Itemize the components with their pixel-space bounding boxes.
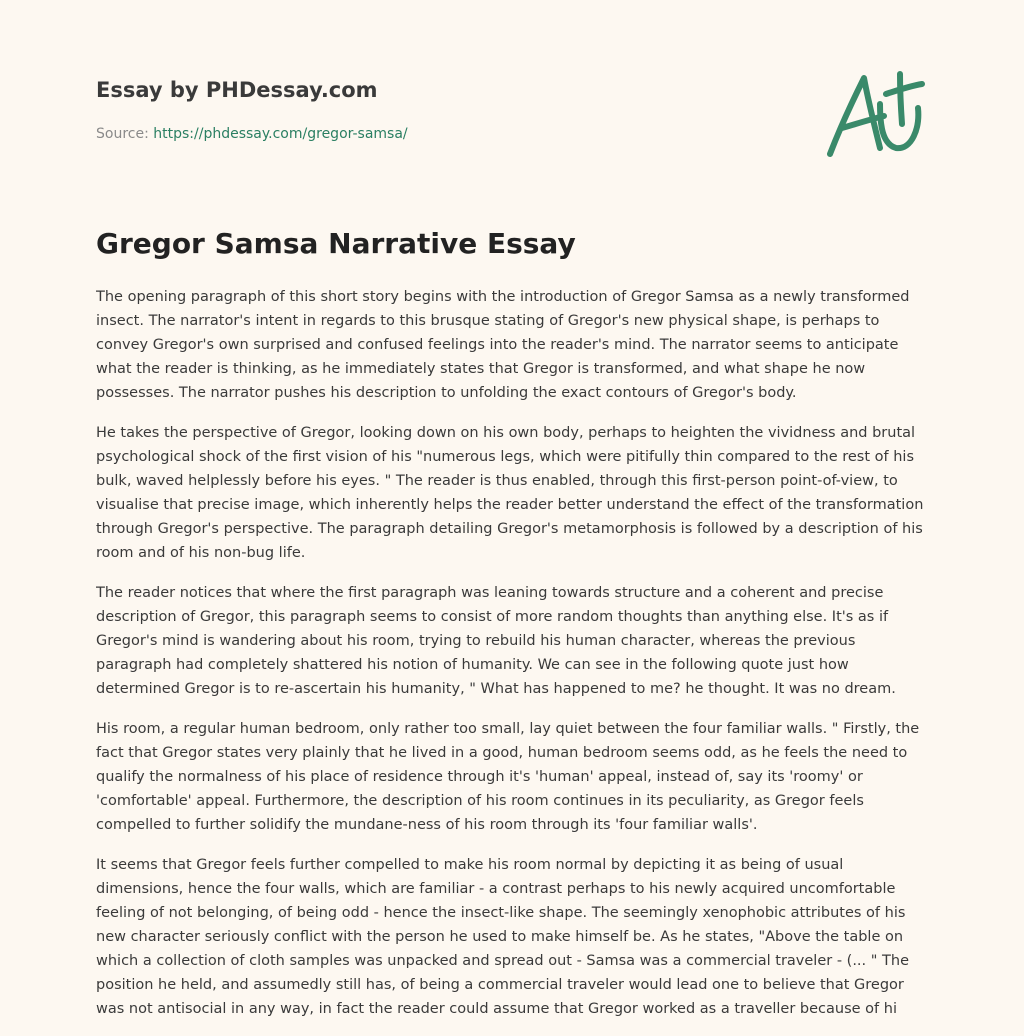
a-plus-logo-icon bbox=[822, 66, 932, 166]
paragraph: It seems that Gregor feels further compelled to make his room normal by depicting it as being of usual dimensions, hence the four walls, which are familiar - a contrast perhaps to his newly acquired uncomfortable feeling of not belonging, of being odd - hence the insect-like shape. The seemingly xenophobic attributes of his new character seriously conflict with the person he used to make himself be. As he states, "Above the table on which a collection of cloth samples was unpacked and spread out - Samsa was a commercial traveler - (... " The position he held, and assumedly still has, of being a commercial traveler would lead one to believe that Gregor was not antisocial in any way, in fact the reader could assume that Gregor worked as a traveller because of hi bbox=[96, 857, 909, 1017]
paragraph: The reader notices that where the first paragraph was leaning towards structure and a coherent and precise description of Gregor, this paragraph seems to consist of more random thoughts than anything else. It's as if Gregor's mind is wandering about his room, trying to rebuild his human character, whereas the previous paragraph had completely shattered his notion of humanity. We can see in the following quote just how determined Gregor is to re-ascertain his humanity, " What has happened to me? he thought. It was no dream. bbox=[96, 585, 896, 697]
source-label: Source: bbox=[96, 126, 149, 142]
document-header bbox=[96, 76, 796, 144]
page-title: Gregor Samsa Narrative Essay bbox=[96, 227, 576, 260]
paragraph: He takes the perspective of Gregor, looking down on his own body, perhaps to heighten the vividness and brutal psychological shock of the first vision of his "numerous legs, which were pitifully thin compared to the rest of his bulk, waved helplessly before his eyes. " The reader is thus enabled, through this first-person point-of-view, to visualise that precise image, which inherently helps the reader better understand the effect of the transformation through Gregor's perspective. The paragraph detailing Gregor's metamorphosis is followed by a description of his room and of his non-bug life. bbox=[96, 425, 924, 561]
article-body bbox=[96, 285, 931, 1036]
paragraph: His room, a regular human bedroom, only rather too small, lay quiet between the four familiar walls. " Firstly, the fact that Gregor states very plainly that he lived in a good, human bedroom seems odd, as he feels the need to qualify the normalness of his place of residence through it's 'human' appeal, instead of, say its 'roomy' or 'comfortable' appeal. Furthermore, the description of his room continues in its peculiarity, as Gregor feels compelled to further solidify the mundane-ness of his room through its 'four familiar walls'. bbox=[96, 721, 920, 833]
source-link[interactable]: https://phdessay.com/gregor-samsa/ bbox=[153, 126, 408, 142]
paragraph: The opening paragraph of this short story begins with the introduction of Gregor Samsa as a newly transformed insect. The narrator's intent in regards to this brusque stating of Gregor's new physical shape, is perhaps to convey Gregor's own surprised and confused feelings into the reader's mind. The narrator seems to anticipate what the reader is thinking, as he immediately states that Gregor is transformed, and what shape he now possesses. The narrator pushes his description to unfolding the exact contours of Gregor's body. bbox=[96, 289, 910, 401]
source-line bbox=[96, 124, 796, 144]
brand-title: Essay by PHDessay.com bbox=[96, 78, 378, 102]
